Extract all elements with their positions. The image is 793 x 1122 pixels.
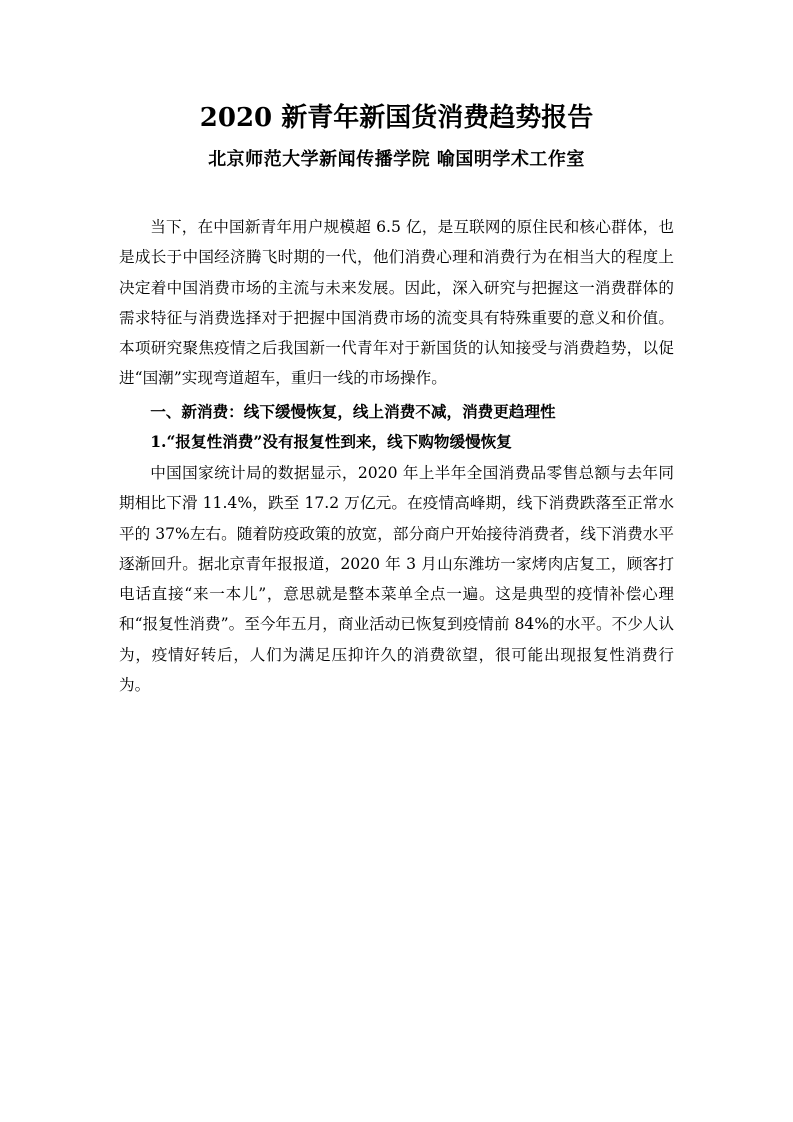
body-paragraph: 中国国家统计局的数据显示，2020 年上半年全国消费品零售总额与去年同期相比下滑 11.4%，跌至 17.2 万亿元。在疫情高峰期，线下消费跌落至正常水平的 37%左右。随着防疫政策的放宽，部分商户开始接待消费者，线下消费水平逐渐回升。据北京青年报报道，2020 年 3 月山东潍坊一家烤肉店复工，顾客打电话直接“来一本儿”，意思就是整本菜单全点一遍。这是典型的疫情补偿心理和“报复性消费”。至今年五月，商业活动已恢复到疫情前 84%的水平。不少人认为，疫情好转后，人们为满足压抑许久的消费欲望，很可能出现报复性消费行为。 (119, 464, 674, 695)
document-subtitle: 北京师范大学新闻传播学院 喻国明学术工作室 (208, 149, 585, 170)
subsection-heading: 1.“报复性消费”没有报复性到来，线下购物缓慢恢复 (150, 432, 512, 451)
document-title: 2020 新青年新国货消费趋势报告 (199, 103, 594, 133)
intro-paragraph: 当下，在中国新青年用户规模超 6.5 亿，是互联网的原住民和核心群体，也是成长于中国经济腾飞时期的一代，他们消费心理和消费行为在相当大的程度上决定着中国消费市场的主流与未来发展。因此，深入研究与把握这一消费群体的需求特征与消费选择对于把握中国消费市场的流变具有特殊重要的意义和价值。本项研究聚焦疫情之后我国新一代青年对于新国货的认知接受与消费趋势，以促进“国潮”实现弯道超车，重归一线的市场操作。 (119, 218, 674, 388)
section-heading: 一、新消费：线下缓慢恢复，线上消费不减，消费更趋理性 (150, 402, 556, 421)
